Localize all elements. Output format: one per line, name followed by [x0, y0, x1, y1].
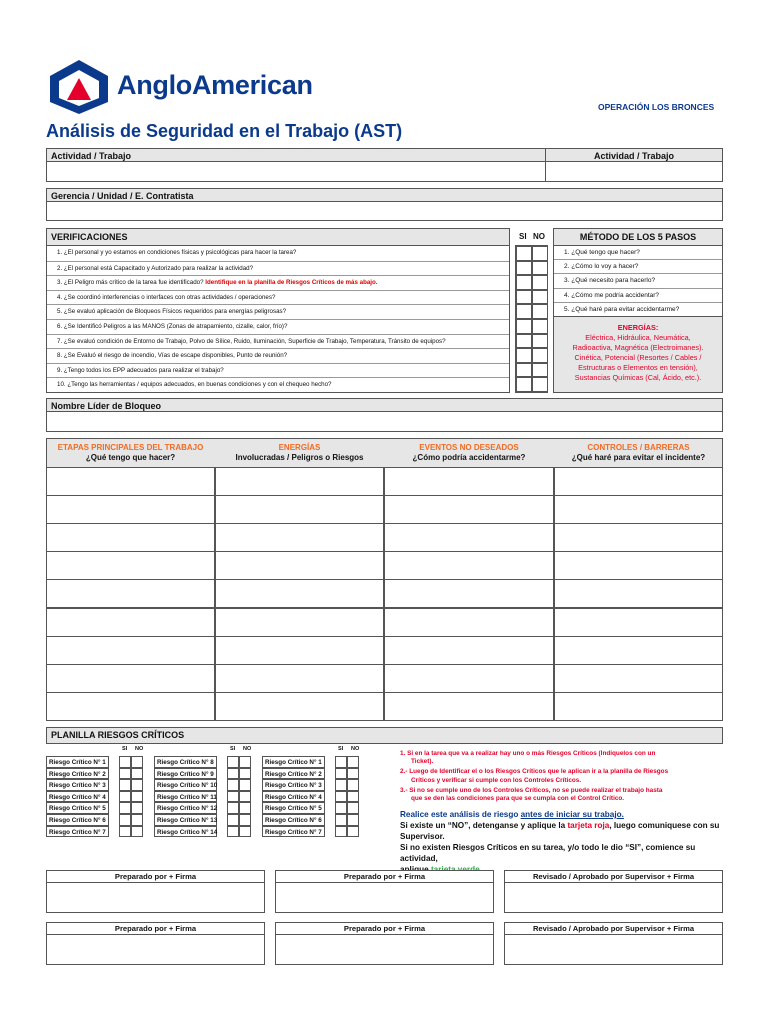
- col-etapas-sub: ¿Qué tengo que hacer?: [85, 453, 176, 462]
- verificacion-si-checkbox[interactable]: [516, 246, 532, 261]
- verificacion-text: 4. ¿Se coordinó interferencias o interfaces con otras actividades / operaciones?: [57, 293, 276, 301]
- riesgo-no-checkbox[interactable]: [239, 814, 251, 826]
- verificacion-item: [47, 363, 509, 378]
- instruction-1-a: 1. Si en la tarea que va a realizar hay uno o más Riesgos Críticos (Indíquelos con un: [400, 750, 656, 757]
- sign-box-4[interactable]: [46, 934, 265, 965]
- riesgo-critico-label: Riesgo Crítico N° 3: [46, 779, 109, 791]
- gerencia-label: Gerencia / Unidad / E. Contratista: [46, 188, 723, 202]
- si-line: Si no existen Riesgos Críticos en su tarea, y/o todo le dio “SI”, comience su actividad,: [400, 843, 696, 863]
- riesgo-critico-label: Riesgo Crítico N° 5: [46, 802, 109, 814]
- riesgo-no-checkbox[interactable]: [347, 802, 359, 814]
- sign-box-3[interactable]: [504, 882, 723, 913]
- planilla-instructions: [400, 750, 720, 803]
- etapas-cell[interactable]: [384, 495, 554, 524]
- etapas-cell[interactable]: [215, 664, 384, 693]
- verificacion-text: 2. ¿El personal está Capacitado y Autorizado para realizar la actividad?: [57, 264, 254, 272]
- riesgo-no-checkbox[interactable]: [239, 802, 251, 814]
- riesgo-si-checkbox[interactable]: [119, 779, 131, 791]
- planilla-header: PLANILLA RIESGOS CRÍTICOS: [46, 727, 723, 744]
- verificacion-si-checkbox[interactable]: [516, 334, 532, 349]
- planilla-notes: [400, 809, 724, 875]
- riesgo-no-checkbox[interactable]: [131, 814, 143, 826]
- riesgo-critico-label: Riesgo Crítico N° 5: [262, 802, 325, 814]
- verificacion-text: 10. ¿Tengo las herramientas / equipos adecuados, en buenas condiciones y con el chequeo hecho?: [57, 381, 332, 389]
- metodo-step: 3. ¿Qué necesito para hacerlo?: [554, 274, 722, 288]
- instruction-3-b: que se den las condiciones para que se cumpla con el Control Crítico.: [411, 795, 625, 803]
- col-energias-sub: Involucradas / Peligros o Riesgos: [235, 453, 364, 462]
- verificacion-no-checkbox[interactable]: [532, 290, 548, 305]
- tarjeta-roja: tarjeta roja: [567, 821, 610, 830]
- riesgo-si-checkbox[interactable]: [119, 802, 131, 814]
- sign-header-5: Preparado por + Firma: [275, 922, 494, 935]
- riesgo-no-checkbox[interactable]: [347, 791, 359, 803]
- verificacion-item: [47, 275, 509, 290]
- etapas-cell[interactable]: [384, 664, 554, 693]
- sign-header-4: Preparado por + Firma: [46, 922, 265, 935]
- riesgo-si-checkbox[interactable]: [335, 768, 347, 780]
- riesgo-critico-label: Riesgo Crítico N° 6: [262, 814, 325, 826]
- etapas-cell[interactable]: [46, 579, 215, 608]
- verificacion-text: 8. ¿Se Evaluó el riesgo de incendio, Vías de escape disponibles, Punto de reunión?: [57, 352, 288, 360]
- sign-header-2: Preparado por + Firma: [275, 870, 494, 883]
- metodo-header: [553, 228, 723, 246]
- sign-box-5[interactable]: [275, 934, 494, 965]
- etapas-cell[interactable]: [215, 495, 384, 524]
- verificacion-text: 6. ¿Se Identificó Peligros a las MANOS (Zonas de atrapamiento, cizalle, calor, frío)?: [57, 323, 288, 330]
- energias-line-3: Cinética, Potencial (Resortes / Cables /: [574, 353, 702, 362]
- energias-line-4: Estructuras o Elementos en tensión),: [578, 363, 698, 372]
- realice-b: antes de iniciar su trabajo.: [520, 810, 624, 819]
- riesgo-no-checkbox[interactable]: [239, 768, 251, 780]
- etapas-cell[interactable]: [554, 551, 723, 580]
- col-etapas-title: ETAPAS PRINCIPALES DEL TRABAJO: [57, 443, 204, 452]
- etapas-cell[interactable]: [384, 692, 554, 721]
- etapas-cell[interactable]: [215, 636, 384, 665]
- riesgo-si-checkbox[interactable]: [119, 768, 131, 780]
- riesgo-si-checkbox[interactable]: [227, 826, 239, 838]
- energias-line-1: Eléctrica, Hidráulica, Neumática,: [585, 333, 691, 342]
- verificacion-no-checkbox[interactable]: [532, 363, 548, 378]
- metodo-step: 4. ¿Cómo me podría accidentar?: [554, 289, 722, 303]
- riesgo-si-checkbox[interactable]: [227, 802, 239, 814]
- etapas-cell[interactable]: [46, 664, 215, 693]
- energias-line-5: Sustancias Químicas (Cal, Ácido, etc.).: [574, 373, 702, 382]
- riesgo-critico-label: Riesgo Crítico N° 9: [154, 768, 217, 780]
- instruction-2-b: Críticos y verificar si cumple con los Controles Críticos.: [411, 776, 582, 784]
- sign-header-6: Revisado / Aprobado por Supervisor + Firma: [504, 922, 723, 935]
- riesgo-si-checkbox[interactable]: [119, 814, 131, 826]
- riesgo-critico-label: Riesgo Crítico N° 1: [262, 756, 325, 768]
- si-no-column: [515, 245, 548, 393]
- verificacion-si-checkbox[interactable]: [516, 261, 532, 276]
- etapas-cell[interactable]: [215, 467, 384, 496]
- planilla-si-label: SI: [338, 746, 344, 752]
- verificacion-si-checkbox[interactable]: [516, 363, 532, 378]
- riesgo-critico-label: Riesgo Crítico N° 2: [262, 768, 325, 780]
- riesgo-si-checkbox[interactable]: [227, 756, 239, 768]
- verificaciones-list: [46, 245, 510, 393]
- planilla-no-label: NO: [351, 746, 360, 752]
- etapas-cell[interactable]: [215, 523, 384, 552]
- verificacion-no-checkbox[interactable]: [532, 334, 548, 349]
- etapas-cell[interactable]: [215, 579, 384, 608]
- etapas-cell[interactable]: [554, 467, 723, 496]
- etapas-cell[interactable]: [384, 467, 554, 496]
- instruction-3-a: 3.- Si no se cumple uno de los Controles Críticos, no se puede realizar el trabajo hasta: [400, 786, 663, 794]
- riesgo-si-checkbox[interactable]: [119, 756, 131, 768]
- sign-header-1: Preparado por + Firma: [46, 870, 265, 883]
- gerencia-input[interactable]: [46, 201, 723, 221]
- verificacion-item: [47, 290, 509, 305]
- riesgo-critico-label: Riesgo Crítico N° 7: [46, 826, 109, 838]
- realice-line: [400, 809, 724, 820]
- etapas-cell[interactable]: [554, 579, 723, 608]
- riesgo-si-checkbox[interactable]: [227, 791, 239, 803]
- riesgo-critico-label: Riesgo Crítico N° 11: [154, 791, 217, 803]
- etapas-cell[interactable]: [384, 636, 554, 665]
- riesgo-no-checkbox[interactable]: [131, 779, 143, 791]
- col-energias-header: [215, 443, 384, 463]
- riesgo-critico-label: Riesgo Crítico N° 4: [262, 791, 325, 803]
- anglo-logo: [46, 58, 112, 116]
- riesgo-si-checkbox[interactable]: [227, 768, 239, 780]
- operation-label: OPERACIÓN LOS BRONCES: [598, 102, 715, 112]
- etapas-cell[interactable]: [554, 523, 723, 552]
- etapas-cell[interactable]: [46, 636, 215, 665]
- riesgo-si-checkbox[interactable]: [335, 802, 347, 814]
- metodo-step: 2. ¿Cómo lo voy a hacer?: [554, 260, 722, 274]
- etapas-cell[interactable]: [384, 608, 554, 637]
- metodo-title: MÉTODO DE LOS 5 PASOS: [579, 232, 697, 242]
- riesgo-si-checkbox[interactable]: [227, 779, 239, 791]
- etapas-cell[interactable]: [46, 692, 215, 721]
- riesgo-critico-label: Riesgo Crítico N° 12: [154, 802, 217, 814]
- etapas-cell[interactable]: [215, 551, 384, 580]
- verificacion-si-checkbox[interactable]: [516, 348, 532, 363]
- planilla-si-label: SI: [122, 746, 128, 752]
- riesgo-si-checkbox[interactable]: [335, 791, 347, 803]
- verificacion-no-checkbox[interactable]: [532, 319, 548, 334]
- planilla-si-label: SI: [230, 746, 236, 752]
- actividad-label-right: [545, 148, 723, 162]
- etapas-cell[interactable]: [554, 692, 723, 721]
- verificacion-item: [47, 334, 509, 349]
- riesgo-si-checkbox[interactable]: [335, 814, 347, 826]
- col-etapas-header: [46, 443, 215, 463]
- col-eventos-header: [384, 443, 554, 463]
- riesgo-no-checkbox[interactable]: [131, 756, 143, 768]
- energias-title: ENERGÍAS:: [617, 323, 659, 332]
- planilla-no-label: NO: [243, 746, 252, 752]
- realice-a: Realice este análisis de riesgo: [400, 810, 519, 819]
- verificacion-no-checkbox[interactable]: [532, 246, 548, 261]
- sign-box-1[interactable]: [46, 882, 265, 913]
- verificacion-text: 5. ¿Se evaluó aplicación de Bloqueos Físicos requeridos para energías peligrosas?: [57, 308, 287, 316]
- etapas-cell[interactable]: [384, 579, 554, 608]
- verificacion-item: [47, 348, 509, 363]
- riesgo-no-checkbox[interactable]: [239, 756, 251, 768]
- riesgo-no-checkbox[interactable]: [347, 779, 359, 791]
- col-eventos-title: EVENTOS NO DESEADOS: [419, 443, 519, 452]
- verificaciones-header: VERIFICACIONES: [46, 228, 510, 246]
- riesgo-no-checkbox[interactable]: [131, 802, 143, 814]
- actividad-input-right[interactable]: [545, 161, 723, 182]
- metodo-step: 5. ¿Qué haré para evitar accidentarme?: [564, 305, 680, 313]
- anglo-logo-mark: [46, 58, 112, 116]
- verificacion-si-checkbox[interactable]: [516, 275, 532, 290]
- etapas-cell[interactable]: [554, 664, 723, 693]
- col-controles-header: [554, 443, 723, 463]
- verificacion-extra: Identifique en la planilla de Riesgos Críticos de más abajo.: [205, 279, 378, 287]
- sign-header-3: Revisado / Aprobado por Supervisor + Firma: [504, 870, 723, 883]
- riesgo-critico-label: Riesgo Crítico N° 6: [46, 814, 109, 826]
- instruction-2-a: 2.- Luego de Identificar el o los Riesgos Críticos que le aplican ir a la planilla de Riesgos: [400, 768, 669, 776]
- metodo-steps: [553, 245, 723, 317]
- col-energias-title: ENERGÍAS: [278, 443, 321, 452]
- verificacion-no-checkbox[interactable]: [532, 348, 548, 363]
- riesgo-si-checkbox[interactable]: [119, 826, 131, 838]
- riesgo-critico-label: Riesgo Crítico N° 13: [154, 814, 217, 826]
- riesgo-si-checkbox[interactable]: [335, 756, 347, 768]
- supervisor-line: Supervisor.: [400, 832, 445, 841]
- riesgo-no-checkbox[interactable]: [131, 768, 143, 780]
- verificacion-si-checkbox[interactable]: [516, 319, 532, 334]
- riesgo-no-checkbox[interactable]: [347, 826, 359, 838]
- verificacion-si-checkbox[interactable]: [516, 304, 532, 319]
- riesgo-no-checkbox[interactable]: [239, 791, 251, 803]
- nombre-lider-input[interactable]: [46, 411, 723, 432]
- etapas-cell[interactable]: [46, 467, 215, 496]
- verificacion-text: 7. ¿Se evaluó condición de Entorno de Trabajo, Polvo de Sílice, Ruido, Iluminación, Superficie de Trabajo, Temperatura, Tránsito de equipos?: [57, 337, 446, 345]
- sign-box-6[interactable]: [504, 934, 723, 965]
- riesgo-si-checkbox[interactable]: [335, 826, 347, 838]
- riesgo-si-checkbox[interactable]: [119, 791, 131, 803]
- energias-line-2: Radioactiva, Magnética (Electroimanes).: [572, 343, 704, 352]
- actividad-input-left[interactable]: [46, 161, 546, 182]
- etapas-cell[interactable]: [554, 608, 723, 637]
- metodo-step: 1. ¿Qué tengo que hacer?: [554, 246, 722, 260]
- actividad-right-text: Actividad / Trabajo: [593, 151, 675, 161]
- etapas-cell[interactable]: [46, 523, 215, 552]
- etapas-cell[interactable]: [384, 523, 554, 552]
- col-controles-sub: ¿Qué haré para evitar el incidente?: [571, 453, 706, 462]
- etapas-cell[interactable]: [554, 495, 723, 524]
- verificacion-text: 3. ¿El Peligro más crítico de la tarea fue identificado?: [57, 279, 204, 287]
- verificacion-no-checkbox[interactable]: [532, 304, 548, 319]
- verificacion-text: 9. ¿Tengo todos los EPP adecuados para realizar el trabajo?: [57, 366, 224, 374]
- page-title: Análisis de Seguridad en el Trabajo (AST): [46, 121, 403, 141]
- col-eventos-sub: ¿Cómo podría accidentarme?: [412, 453, 526, 462]
- no-label: NO: [533, 232, 545, 241]
- verificacion-item: [47, 261, 509, 276]
- riesgo-no-checkbox[interactable]: [239, 779, 251, 791]
- planilla-no-label: NO: [135, 746, 144, 752]
- riesgo-no-checkbox[interactable]: [347, 756, 359, 768]
- riesgo-no-checkbox[interactable]: [239, 826, 251, 838]
- riesgo-si-checkbox[interactable]: [335, 779, 347, 791]
- etapas-cell[interactable]: [215, 608, 384, 637]
- no-b: , luego comuniquese con su: [609, 821, 720, 830]
- col-controles-title: CONTROLES / BARRERAS: [587, 443, 690, 452]
- no-line: [400, 820, 724, 831]
- riesgo-critico-label: Riesgo Crítico N° 3: [262, 779, 325, 791]
- riesgo-no-checkbox[interactable]: [347, 814, 359, 826]
- nombre-lider-label: Nombre Líder de Bloqueo: [46, 398, 723, 412]
- si-label: SI: [519, 232, 527, 241]
- etapas-cell[interactable]: [215, 692, 384, 721]
- etapas-cell[interactable]: [46, 551, 215, 580]
- riesgo-critico-label: Riesgo Crítico N° 7: [262, 826, 325, 838]
- etapas-cell[interactable]: [554, 636, 723, 665]
- verificacion-item: [47, 319, 509, 334]
- riesgo-si-checkbox[interactable]: [227, 814, 239, 826]
- riesgo-no-checkbox[interactable]: [131, 791, 143, 803]
- verificacion-item: [47, 246, 509, 261]
- riesgo-critico-label: Riesgo Crítico N° 8: [154, 756, 217, 768]
- verificacion-no-checkbox[interactable]: [532, 275, 548, 290]
- energias-box: [553, 316, 723, 393]
- riesgo-critico-label: Riesgo Crítico N° 1: [46, 756, 109, 768]
- verificacion-item: [47, 377, 509, 392]
- verificacion-text: 1. ¿El personal y yo estamos en condiciones físicas y psicológicas para hacer la tarea?: [57, 249, 297, 256]
- no-a: Si existe un “NO”, detenganse y aplique la: [400, 821, 566, 830]
- verificacion-no-checkbox[interactable]: [532, 261, 548, 276]
- riesgo-critico-label: Riesgo Crítico N° 4: [46, 791, 109, 803]
- actividad-label-left: Actividad / Trabajo: [46, 148, 546, 162]
- verificacion-item: [47, 304, 509, 319]
- brand-name: AngloAmerican: [117, 70, 313, 100]
- etapas-cell[interactable]: [384, 551, 554, 580]
- riesgo-critico-label: Riesgo Crítico N° 10: [154, 779, 217, 791]
- verificacion-si-checkbox[interactable]: [516, 290, 532, 305]
- etapas-cell[interactable]: [46, 608, 215, 637]
- riesgo-no-checkbox[interactable]: [347, 768, 359, 780]
- sign-box-2[interactable]: [275, 882, 494, 913]
- riesgo-critico-label: Riesgo Crítico N° 2: [46, 768, 109, 780]
- verificacion-si-checkbox[interactable]: [516, 377, 532, 392]
- instruction-1-b: Ticket).: [411, 758, 434, 766]
- riesgo-no-checkbox[interactable]: [131, 826, 143, 838]
- riesgo-critico-label: Riesgo Crítico N° 14: [154, 826, 217, 838]
- verificacion-no-checkbox[interactable]: [532, 377, 548, 392]
- etapas-cell[interactable]: [46, 495, 215, 524]
